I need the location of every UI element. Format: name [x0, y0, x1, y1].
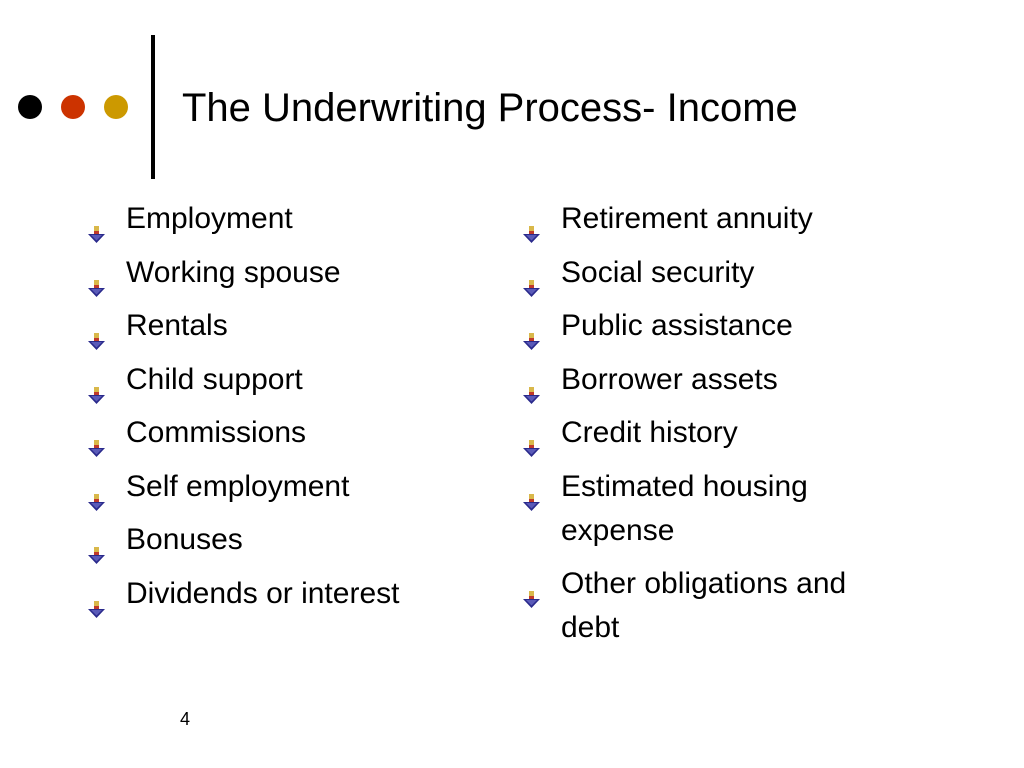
ribbon-arrow-bullet-icon — [523, 266, 540, 283]
ribbon-arrow-bullet-icon — [523, 373, 540, 390]
list-item — [523, 251, 863, 295]
list-item — [523, 465, 863, 553]
list-item — [88, 251, 428, 295]
ribbon-arrow-bullet-icon — [523, 426, 540, 443]
red-dot-icon — [61, 95, 85, 119]
ribbon-arrow-bullet-icon — [88, 319, 105, 336]
list-item-text: Other obligations and debt — [561, 567, 847, 644]
list-item-text: Working spouse — [126, 255, 341, 289]
list-item-text: Commissions — [126, 416, 307, 449]
ribbon-arrow-bullet-icon — [88, 373, 105, 390]
ribbon-arrow-bullet-icon — [88, 533, 105, 550]
list-item — [88, 411, 428, 455]
list-item — [88, 518, 428, 562]
list-item-text: Child support — [126, 362, 303, 396]
ribbon-arrow-bullet-icon — [523, 480, 540, 497]
list-item — [523, 304, 863, 348]
list-item — [523, 197, 863, 241]
ribbon-arrow-bullet-icon — [523, 212, 540, 229]
black-dot-icon — [18, 95, 42, 119]
ribbon-arrow-bullet-icon — [88, 266, 105, 283]
ribbon-arrow-bullet-icon — [88, 426, 105, 443]
list-item — [523, 358, 863, 402]
list-item-text: Employment — [126, 202, 293, 235]
list-item — [523, 411, 863, 455]
list-item-text: Rentals — [126, 309, 228, 342]
list-item-text: Dividends or interest — [126, 576, 400, 610]
ribbon-arrow-bullet-icon — [88, 480, 105, 497]
list-item-text: Estimated housing expense — [561, 469, 808, 547]
left-bullet-list — [88, 197, 428, 625]
page-number: 4 — [180, 709, 191, 729]
list-item-text: Retirement annuity — [561, 202, 813, 235]
ribbon-arrow-bullet-icon — [88, 212, 105, 229]
title-divider — [151, 35, 155, 179]
ribbon-arrow-bullet-icon — [88, 587, 105, 604]
list-item — [88, 358, 428, 402]
list-item — [88, 304, 428, 348]
list-item-text: Bonuses — [126, 523, 243, 556]
ribbon-arrow-bullet-icon — [523, 577, 540, 594]
right-bullet-list — [523, 197, 863, 660]
gold-dot-icon — [104, 95, 128, 119]
list-item — [523, 562, 863, 650]
list-item-text: Borrower assets — [561, 362, 778, 396]
list-item — [88, 465, 428, 509]
slide-title: The Underwriting Process- Income — [182, 86, 798, 130]
list-item — [88, 197, 428, 241]
list-item-text: Social security — [561, 255, 755, 289]
list-item — [88, 572, 428, 616]
list-item-text: Credit history — [561, 416, 738, 449]
list-item-text: Self employment — [126, 469, 350, 503]
list-item-text: Public assistance — [561, 309, 793, 342]
ribbon-arrow-bullet-icon — [523, 319, 540, 336]
